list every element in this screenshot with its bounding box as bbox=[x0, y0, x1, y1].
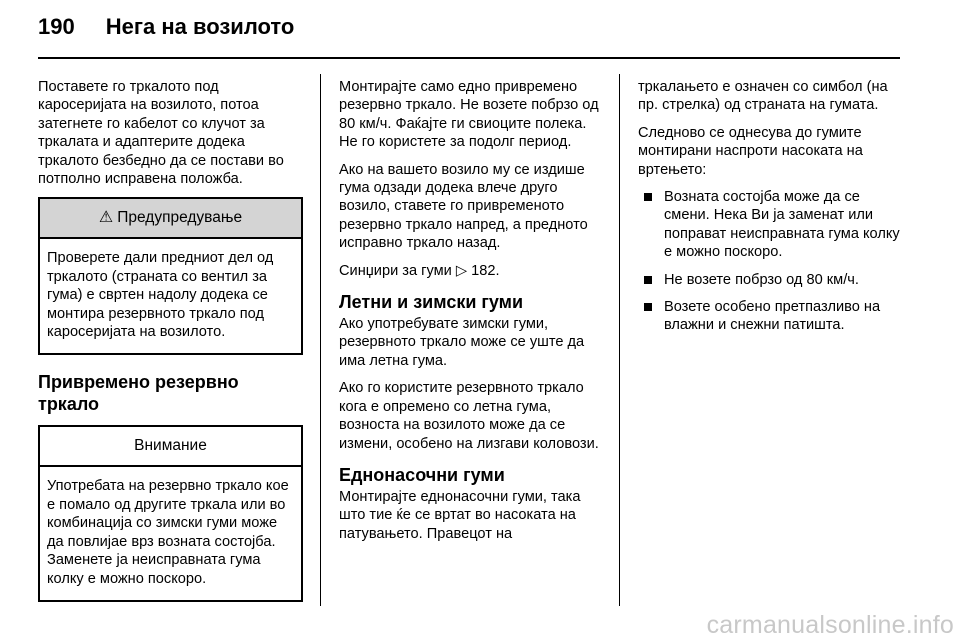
column-3 bbox=[638, 78, 900, 344]
caution-box bbox=[38, 425, 303, 601]
paragraph-rotation-symbol: тркалањето е означен со симбол (на пр. стрелка) од страната на гумата. bbox=[638, 79, 888, 114]
column-divider-2 bbox=[619, 74, 620, 606]
paragraph-towing: Ако на вашето возило му се издише гума одзади додека влече друго возило, ставете го привременото резервно тркало напред, а предното исправно тркало назад. bbox=[339, 161, 588, 252]
column-2 bbox=[339, 78, 605, 552]
list-item bbox=[638, 271, 900, 289]
paragraph-winter-tyres: Ако употребувате зимски гуми, резервното тркало може се уште да има летна гума. bbox=[339, 316, 585, 369]
watermark: carmanualsonline.info bbox=[706, 611, 954, 639]
column-1 bbox=[38, 78, 303, 602]
list-item-text: Не возете побрзо од 80 км/ч. bbox=[664, 271, 859, 288]
header-rule bbox=[38, 57, 900, 59]
bullet-square-icon bbox=[644, 276, 652, 284]
paragraph-spare-usage: Монтирајте само едно привремено резервно тркало. Не возете побрзо од 80 км/ч. Фаќајте ги свиоците полека. Не го користете за подолг период. bbox=[339, 79, 599, 151]
list-item-text: Возете особено претпазливо на влажни и снежни патишта. bbox=[664, 299, 881, 334]
caution-box-header: Внимание bbox=[40, 427, 301, 467]
paragraph-opposite-direction: Следново се однесува до гумите монтирани наспроти насоката на вртењето: bbox=[638, 124, 863, 178]
caution-box-body: Употребата на резервно тркало кое е помало од другите тркала или во комбинација со зимски гуми може да повлијае врз возната состојба. Заменете ја неисправната гума колку е можно поскоро. bbox=[47, 478, 289, 587]
warning-heading: Предупредување bbox=[117, 209, 243, 227]
bullet-square-icon bbox=[644, 193, 652, 201]
heading-summer-winter-tyres: Летни и зимски гуми bbox=[339, 292, 524, 313]
paragraph-summer-tyre-handling: Ако го користите резервното тркало кога е опремено со летна гума, возноста на возилото може да се измени, особено на лизгави коловози. bbox=[339, 380, 599, 452]
intro-paragraph: Поставете го тркалото под каросеријата на возилото, потоа затегнете го кабелот со клучот за тркалата и адаптерите додека тркалото безбедно да се постави во потполно исправена положба. bbox=[38, 79, 284, 188]
list-item bbox=[638, 188, 900, 262]
warning-triangle-icon: ⚠ bbox=[98, 209, 114, 227]
warning-box-header bbox=[40, 199, 301, 239]
list-item bbox=[638, 298, 900, 335]
paragraph-snow-chains bbox=[339, 262, 605, 280]
list-item-text: Возната состојба може да се смени. Нека Ви ја заменат или поправат неисправната гума колку е можно поскоро. bbox=[664, 189, 900, 261]
snow-chains-text: Синџири за гуми bbox=[339, 262, 452, 279]
column-divider-1 bbox=[320, 74, 321, 606]
section-heading-temporary-spare: Привремено резервно тркало bbox=[38, 372, 239, 415]
warning-box bbox=[38, 197, 303, 355]
warning-box-body: Проверете дали предниот дел од тркалото (страната со вентил за гума) е свртен надолу додека се монтира резервното тркало под каросеријата на возилото. bbox=[47, 250, 274, 341]
page-reference-icon: ▷ bbox=[455, 262, 468, 279]
page-header bbox=[38, 14, 294, 50]
page-reference[interactable]: 182. bbox=[471, 262, 500, 279]
page-number: 190 bbox=[38, 14, 75, 39]
bullet-list bbox=[638, 188, 900, 335]
bullet-square-icon bbox=[644, 303, 652, 311]
paragraph-directional-tyres: Монтирајте еднонасочни гуми, така што тие ќе се вртат во насоката на патувањето. Правецот на bbox=[339, 488, 581, 542]
heading-directional-tyres: Еднонасочни гуми bbox=[339, 464, 505, 485]
page-title: Нега на возилото bbox=[105, 14, 295, 39]
